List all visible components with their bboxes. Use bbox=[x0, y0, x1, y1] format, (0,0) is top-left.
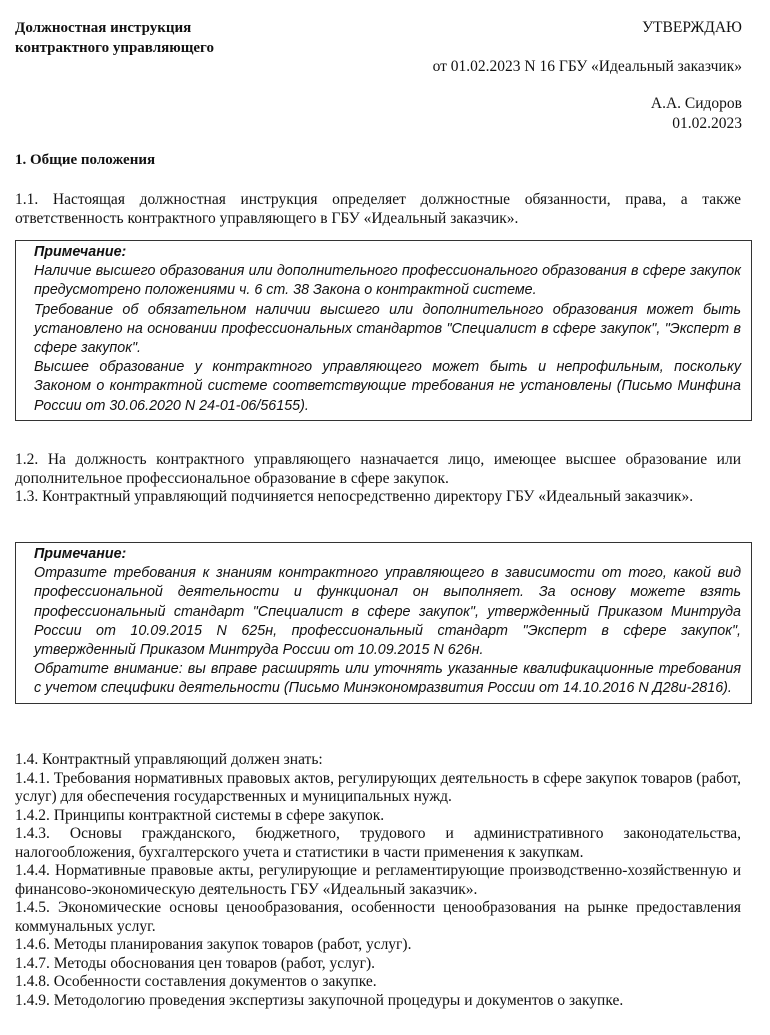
note-title: Примечание: bbox=[34, 546, 127, 562]
signature-block bbox=[651, 94, 742, 134]
list-item: 1.4.9. Методологию проведения экспертизы закупочной процедуры и документов о закупке. bbox=[15, 991, 624, 1009]
list-item: 1.4.2. Принципы контрактной системы в сфере закупок. bbox=[15, 806, 385, 824]
list-item: 1.4.8. Особенности составления документов о закупке. bbox=[15, 973, 377, 990]
approval-order: от 01.02.2023 N 16 ГБУ «Идеальный заказчик» bbox=[432, 58, 742, 75]
knowledge-list bbox=[15, 751, 741, 1010]
list-item: 1.4.7. Методы обоснования цен товаров (работ, услуг). bbox=[15, 954, 375, 972]
title-line: Должностная инструкция bbox=[15, 20, 192, 36]
title-line: контрактного управляющего bbox=[15, 40, 214, 56]
list-item: 1.4. Контрактный управляющий должен знать: bbox=[15, 751, 323, 768]
note-paragraph: Отразите требования к знаниям контрактного управляющего в зависимости от того, какой вид профессиональной деятельности и функционал он выполняет. За основу можете взять профессиональный стандарт "Специалист в сфере закупок", утвержденный Приказом Минтруда России от 10.09.2015 N 625н, профессиональный стандарт "Эксперт в сфере закупок", утвержденный Приказом Минтруда России от 10.09.2015 N 626н. bbox=[34, 565, 741, 659]
list-item: 1.4.6. Методы планирования закупок товаров (работ, услуг). bbox=[15, 936, 412, 953]
document-title bbox=[15, 18, 214, 58]
approve-label: УТВЕРЖДАЮ bbox=[642, 19, 742, 36]
note-paragraph: Высшее образование у контрактного управляющего может быть и непрофильным, поскольку Законом о контрактной системе соответствующие требования не установлены (Письмо Минфина России от 30.06.2020 N 24-01-06/56155). bbox=[34, 359, 741, 414]
list-item: 1.4.5. Экономические основы ценообразования, особенности ценообразования на рынке предоставления коммунальных услуг. bbox=[15, 899, 741, 935]
list-item: 1.4.4. Нормативные правовые акты, регулирующие и регламентирующие производственно-хозяйственную и финансово-экономическую деятельность ГБУ «Идеальный заказчик». bbox=[15, 862, 741, 898]
list-item: 1.4.3. Основы гражданского, бюджетного, трудового и административного законодательства, налогообложения, бухгалтерского учета и статистики в части применения к закупкам. bbox=[15, 825, 741, 861]
note-box-2 bbox=[15, 542, 752, 704]
paragraph-1-2-1-3 bbox=[15, 451, 741, 507]
list-item: 1.4.1. Требования нормативных правовых актов, регулирующих деятельность в сфере закупок товаров (работ, услуг) для обеспечения государственных и муниципальных нужд. bbox=[15, 769, 741, 805]
sign-date: 01.02.2023 bbox=[672, 115, 742, 132]
note-paragraph: Требование об обязательном наличии высшего или дополнительного образования может быть установлено на основании профессиональных стандартов "Специалист в сфере закупок", "Эксперт в сфере закупок". bbox=[34, 301, 741, 357]
note-box-1 bbox=[15, 240, 752, 421]
paragraph-1-3: 1.3. Контрактный управляющий подчиняется непосредственно директору ГБУ «Идеальный заказчик». bbox=[15, 488, 694, 505]
paragraph-1-1: 1.1. Настоящая должностная инструкция определяет должностные обязанности, права, а также ответственность контрактного управляющего в ГБУ «Идеальный заказчик». bbox=[15, 191, 741, 227]
signer-name: А.А. Сидоров bbox=[650, 95, 742, 112]
note-paragraph: Наличие высшего образования или дополнительного профессионального образования в сфере закупок предусмотрено положениями ч. 6 ст. 38 Закона о контрактной системе. bbox=[34, 263, 741, 299]
note-paragraph: Обратите внимание: вы вправе расширять или уточнять указанные квалификационные требования с учетом специфики деятельности (Письмо Минэкономразвития России от 14.10.2016 N Д28и-2816). bbox=[34, 661, 741, 697]
section-heading: 1. Общие положения bbox=[15, 152, 156, 168]
paragraph-1-2: 1.2. На должность контрактного управляющего назначается лицо, имеющее высшее образование или дополнительное профессиональное образование в сфере закупок. bbox=[15, 451, 741, 487]
note-title: Примечание: bbox=[34, 244, 127, 260]
